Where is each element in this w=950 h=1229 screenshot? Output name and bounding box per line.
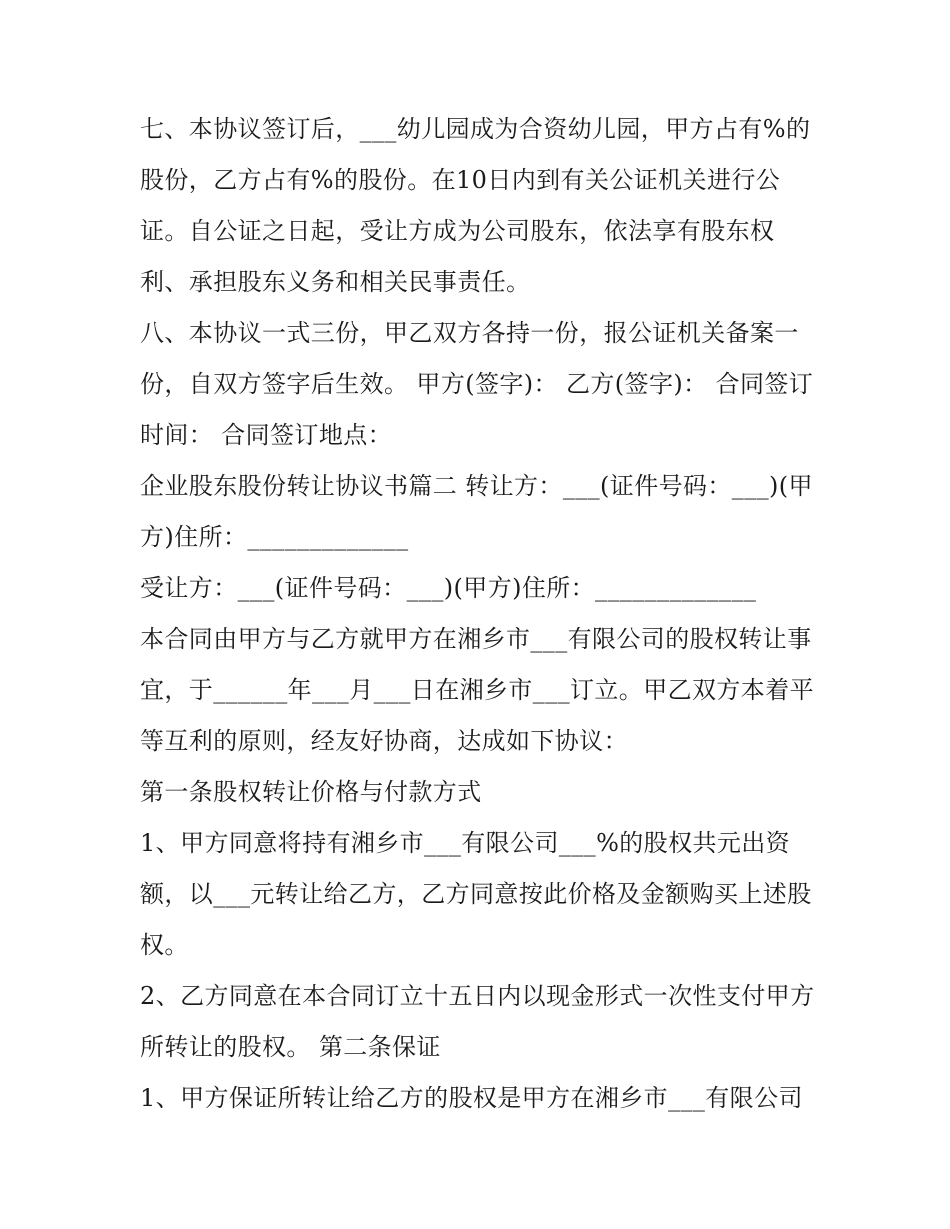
paragraph-transferee: 受让方：___(证件号码：___)(甲方)住所：_____________ — [140, 574, 757, 602]
paragraph-clause-1-1: 1、甲方同意将持有湘乡市___有限公司___%的股权共元出资额，以___元转让给乙方，乙方同意按此价格及金额购买上述股权。 — [140, 829, 812, 959]
section-heading-price-payment: 第一条股权转让价格与付款方式 — [140, 778, 482, 806]
document-body — [140, 104, 820, 1124]
paragraph-clause-1-2: 2、乙方同意在本合同订立十五日内以现金形式一次性支付甲方所转让的股权。 第二条保证 — [140, 982, 815, 1061]
paragraph-preamble: 本合同由甲方与乙方就甲方在湘乡市___有限公司的股权转让事宜，于______年___月___日在湘乡市___订立。甲乙双方本着平等互利的原则，经友好协商，达成如下协议： — [140, 625, 814, 755]
paragraph-transferor: 企业股东股份转让协议书篇二 转让方：___(证件号码：___)(甲方)住所：_____________ — [140, 472, 813, 551]
paragraph-article-8: 八、本协议一式三份，甲乙双方各持一份，报公证机关备案一份，自双方签字后生效。 甲方(签字)： 乙方(签字)： 合同签订时间： 合同签订地点： — [140, 319, 814, 449]
paragraph-clause-2-1: 1、甲方保证所转让给乙方的股权是甲方在湘乡市___有限公司 — [140, 1084, 803, 1112]
paragraph-article-7: 七、本协议签订后，___幼儿园成为合资幼儿园，甲方占有%的股份，乙方占有%的股份。在10日内到有关公证机关进行公证。自公证之日起，受让方成为公司股东，依法享有股东权利、承担股东义务和相关民事责任。 — [140, 115, 811, 296]
